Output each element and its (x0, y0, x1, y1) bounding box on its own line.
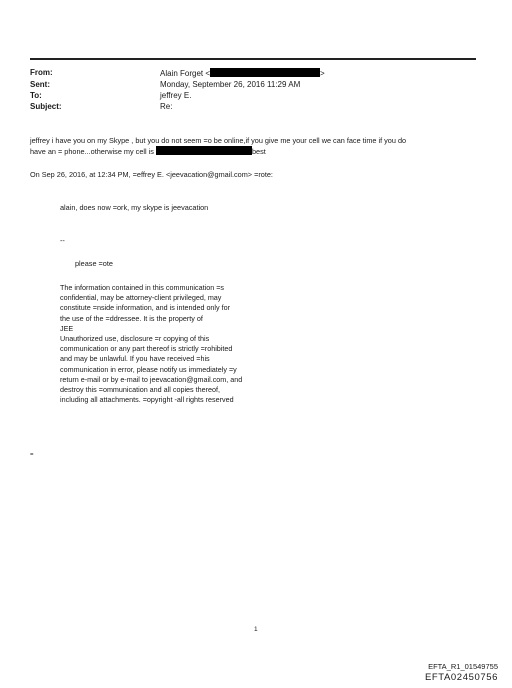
to-label: To: (30, 91, 42, 100)
body-line-1: jeffrey i have you on my Skype , but you do not seem =o be online,if you give me your cell we can face time if you do (30, 136, 407, 145)
from-suffix: > (320, 69, 325, 78)
header-divider (30, 58, 476, 60)
from-label: From: (30, 68, 53, 77)
body-line-2 (30, 146, 266, 157)
quote-header: On Sep 26, 2016, at 12:34 PM, =effrey E. <jeevacation@gmail.com> =rote: (30, 170, 273, 179)
sent-value: Monday, September 26, 2016 11:29 AM (160, 80, 301, 89)
redacted-email (210, 68, 320, 77)
body-line-2-start: have an = phone...otherwise my cell is (30, 147, 154, 156)
notice-line: The information contained in this communication =s (60, 283, 224, 292)
notice-line: confidential, may be attorney-client privileged, may (60, 293, 222, 303)
subject-value: Re: (160, 102, 173, 111)
signature-separator: -- (60, 236, 65, 245)
body-line-2-end: best (251, 147, 266, 156)
from-name: Alain Forget < (160, 69, 211, 78)
notice-line: and may be unlawful. If you have received =his (60, 354, 210, 364)
notice-line: destroy this =ommunication and all copies thereof, (60, 384, 221, 394)
notice-line: Unauthorized use, disclosure =r copying of this (60, 333, 210, 343)
from-value (160, 68, 325, 79)
to-value: jeffrey E. (160, 91, 192, 100)
sent-label: Sent: (30, 80, 50, 89)
quoted-reply: alain, does now =ork, my skype is jeevacation (60, 203, 209, 212)
notice-line: return e-mail or by e-mail to jeevacation@gmail.com, and (60, 374, 243, 384)
confidentiality-notice (60, 283, 242, 405)
notice-line: constitute =nside information, and is intended only for (60, 303, 231, 313)
bates-number-2: EFTA02450756 (424, 672, 498, 683)
subject-label: Subject: (30, 102, 62, 111)
notice-line: communication in error, please notify us immediately =y (60, 364, 237, 374)
notice-line: communication or any part thereof is strictly =rohibited (60, 344, 233, 354)
notice-line: including all attachments. =opyright -all rights reserved (60, 395, 234, 405)
notice-line: JEE (60, 323, 74, 333)
page-number: 1 (254, 626, 258, 633)
trailing-mark: = (30, 452, 34, 458)
bates-number-1: EFTA_R1_01549755 (428, 662, 498, 671)
redacted-phone (156, 146, 252, 155)
notice-line: the use of the =ddressee. It is the property of (60, 313, 203, 323)
please-note: please =ote (75, 259, 113, 268)
